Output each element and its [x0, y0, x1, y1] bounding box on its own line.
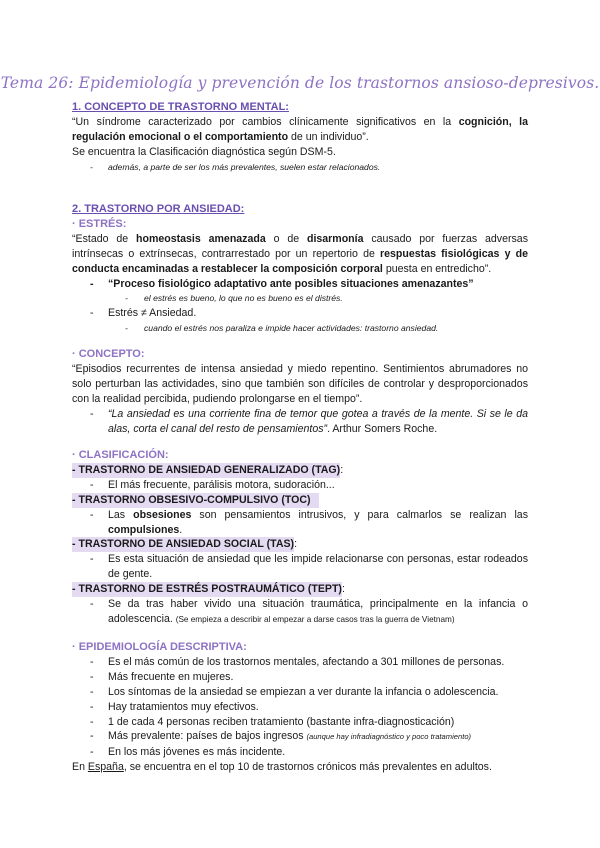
- estres-subbullet-2: - cuando el estrés nos paraliza e impide hacer actividades: trastorno ansiedad.: [72, 321, 528, 336]
- estres-bullet-2: - Estrés ≠ Ansiedad.: [72, 306, 528, 321]
- bold-span: compulsiones: [108, 523, 180, 536]
- text-span: En: [72, 761, 88, 774]
- highlight-label: - TRASTORNO OBSESIVO-COMPULSIVO (TOC): [72, 493, 319, 508]
- text-span: “Estado de: [72, 232, 136, 245]
- text-span: “Un síndrome caracterizado por cambios clínicamente significativos en la: [72, 115, 459, 128]
- highlight-label: - TRASTORNO DE ESTRÉS POSTRAUMÁTICO (TEPT): [72, 583, 342, 596]
- quote-bullet: [72, 407, 528, 437]
- underlined-span: España: [87, 761, 124, 774]
- clasificacion-section: [72, 448, 528, 628]
- colon: :: [340, 463, 344, 476]
- epi-bullet: - Hay tratamientos muy efectivos.: [72, 700, 528, 715]
- quote-author: . Arthur Somers Roche.: [327, 422, 438, 435]
- espana-paragraph: [72, 760, 528, 775]
- tas-bullet: - Es esta situación de ansiedad que les impide relacionarse con personas, estar rodeados de gente.: [72, 552, 528, 582]
- clasificacion-subheading: · CLASIFICACIÓN:: [72, 449, 169, 461]
- page-title: Tema 26: Epidemiología y prevención de los trastornos ansioso-depresivos.: [0, 74, 600, 92]
- definition-paragraph: [72, 115, 528, 145]
- epi-bullet: - En los más jóvenes es más incidente.: [72, 745, 528, 760]
- concepto-section: [72, 347, 528, 436]
- text-span: causado por fuerzas adversas intrínsecas o extrínsecas, contrarrestado por un repertorio de: [72, 232, 528, 260]
- concepto-paragraph: “Episodios recurrentes de intensa ansiedad y miedo repentino. Sentimientos abrumadores no solo perturban las actividades, sino que también son difíciles de controlar y desproporcionados con la realidad percibida, pudiendo prolongarse en el tiempo”.: [72, 362, 528, 405]
- colon: :: [294, 538, 298, 551]
- epi-bullet: - Es el más común de los trastornos mentales, afectando a 301 millones de personas.: [72, 655, 528, 670]
- bold-span: respuestas fisiológicas y de conducta encaminadas a restablecer la composición corporal: [72, 247, 528, 275]
- epidemiologia-section: [72, 640, 528, 775]
- epidemiologia-subheading: · EPIDEMIOLOGÍA DESCRIPTIVA:: [72, 641, 247, 653]
- tept-bullet: [72, 597, 528, 628]
- quote-text: “La ansiedad es una corriente fina de temor que gotea a través de la mente. Si se le da alas, corta el canal del resto de pensamientos”: [108, 407, 528, 435]
- note-bullet: - además, a parte de ser los más prevalentes, suelen estar relacionados.: [72, 160, 528, 175]
- section-1: [72, 100, 528, 175]
- bold-span: cognición, la: [458, 115, 528, 128]
- bold-span: regulación emocional o el comportamiento: [72, 130, 289, 143]
- text-span: Se da tras haber vivido una situación traumática, principalmente en la infancia o adolescencia.: [108, 598, 528, 625]
- tas-heading: [72, 537, 528, 552]
- bold-span: homeostasis amenazada: [136, 232, 266, 245]
- text-span: de un individuo”.: [288, 130, 369, 143]
- text-span: .: [179, 523, 183, 536]
- epi-bullet: - Los síntomas de la ansiedad se empiezan a ver durante la infancia o adolescencia.: [72, 685, 528, 700]
- text-span: , se encuentra en el top 10 de trastornos crónicos más prevalentes en adultos.: [123, 761, 492, 774]
- dsm-paragraph: Se encuentra la Clasificación diagnóstica según DSM-5.: [72, 145, 336, 158]
- epi-bullet: - Más frecuente en mujeres.: [72, 670, 528, 685]
- tag-bullet: - El más frecuente, parálisis motora, sudoración...: [72, 478, 528, 493]
- section-2: [72, 202, 528, 336]
- tept-heading: [72, 582, 528, 597]
- epi-bullet: [72, 729, 528, 745]
- estres-subheading: · ESTRÉS:: [72, 217, 127, 230]
- section-1-heading: 1. CONCEPTO DE TRASTORNO MENTAL:: [72, 101, 289, 113]
- colon: :: [341, 583, 345, 596]
- epi-bullet: - 1 de cada 4 personas reciben tratamiento (bastante infra-diagnosticación): [72, 715, 528, 730]
- estres-subbullet-1: - el estrés es bueno, lo que no es bueno es el distrés.: [72, 291, 528, 306]
- bold-span: disarmonía: [306, 232, 364, 245]
- estres-bullet-1: - “Proceso fisiológico adaptativo ante posibles situaciones amenazantes”: [72, 277, 528, 292]
- text-span: Las: [108, 508, 134, 521]
- highlight-label: - TRASTORNO DE ANSIEDAD GENERALIZADO (TAG): [72, 463, 341, 476]
- small-note: (Se empieza a describir al empezar a darse casos tras la guerra de Vietnam): [175, 614, 455, 624]
- text-span: son pensamientos intrusivos, y para calmarlos se realizan las: [191, 508, 528, 521]
- toc-heading: [72, 493, 528, 508]
- small-note: (aunque hay infradiagnóstico y poco tratamiento): [306, 732, 472, 742]
- highlight-label: - TRASTORNO DE ANSIEDAD SOCIAL (TAS): [72, 538, 295, 551]
- toc-bullet: [72, 508, 528, 538]
- bold-span: obsesiones: [133, 508, 192, 521]
- tag-heading: [72, 463, 528, 478]
- section-2-heading: 2. TRASTORNO POR ANSIEDAD:: [72, 203, 245, 215]
- text-span: o de: [265, 232, 307, 245]
- estres-paragraph: [72, 232, 528, 277]
- text-span: Más prevalente: países de bajos ingresos: [108, 730, 307, 743]
- text-span: puesta en entredicho”.: [382, 262, 492, 275]
- concepto-subheading: · CONCEPTO:: [72, 348, 145, 360]
